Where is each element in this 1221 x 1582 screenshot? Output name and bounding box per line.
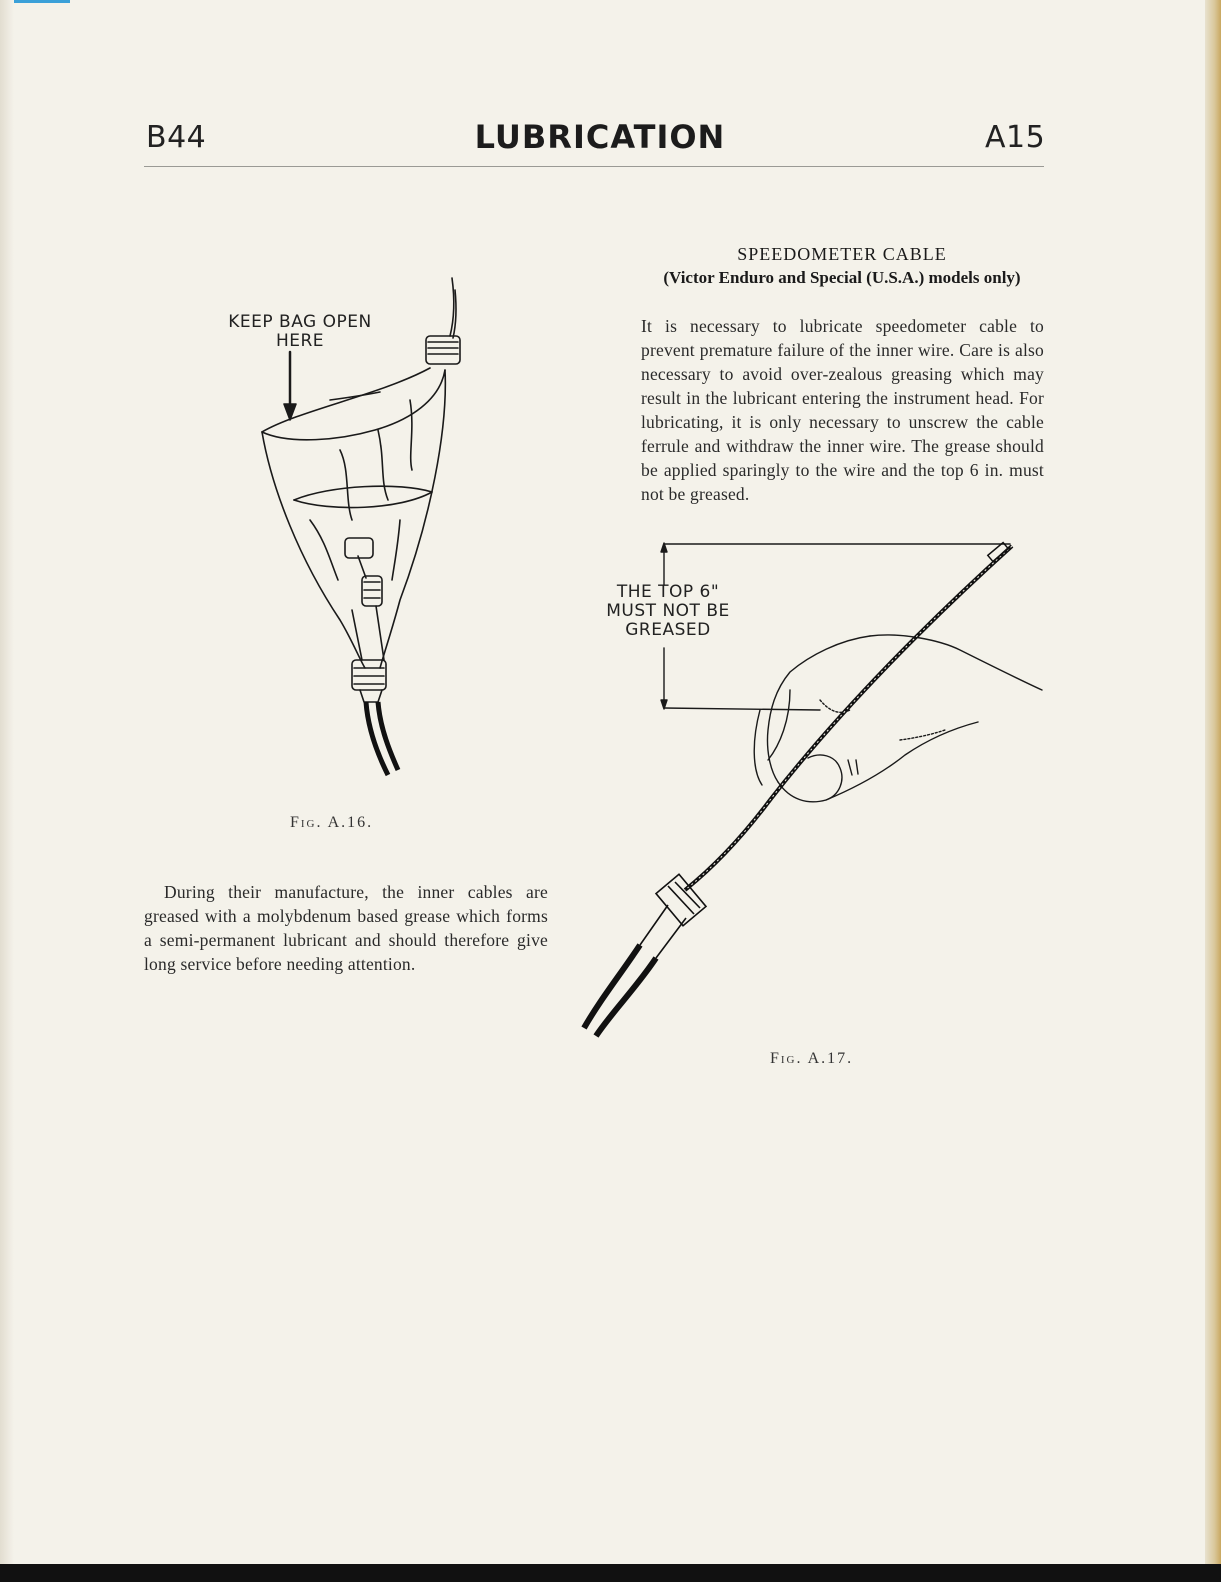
manufacture-paragraph-text: During their manufacture, the inner cables are greased with a molybdenum based grease which forms a semi-permanent lubricant and should therefore give long service before needing attention. [144,882,548,974]
header-page-number: A15 [985,120,1046,155]
section-title: SPEEDOMETER CABLE [737,244,947,264]
fig17-label-line2: MUST NOT BE [606,601,730,621]
fig17-caption: Fig. A.17. [770,1050,854,1067]
page-edge-right [1205,0,1221,1582]
fig17-label-line1: THE TOP 6" [616,582,720,602]
header-left-code: B44 [146,120,207,155]
fig17-label [583,583,753,640]
speedometer-cable-paragraph: It is necessary to lubricate speedometer cable to prevent premature failure of the inner wire. Care is also necessary to avoid over-zealous greasing which may result in the lubricant entering the instrument head. For lubricating, it is only necessary to unscrew the cable ferrule and withdraw the inner wire. The grease should be applied sparingly to the wire and the top 6 in. must not be greased. [641,316,1044,504]
fig16-label-line1: KEEP BAG OPEN [228,312,372,332]
fig16-label [215,313,385,351]
page-edge-left [0,0,14,1582]
section-subtitle: (Victor Enduro and Special (U.S.A.) models only) [663,268,1021,287]
fig16-label-line2: HERE [275,331,325,351]
header-rule [144,166,1044,167]
fig16-caption: Fig. A.16. [290,814,374,831]
fig17-label-line3: GREASED [625,620,711,640]
manufacture-paragraph [144,880,548,976]
scan-bottom-border [0,1564,1221,1582]
page-title: LUBRICATION [474,118,726,156]
